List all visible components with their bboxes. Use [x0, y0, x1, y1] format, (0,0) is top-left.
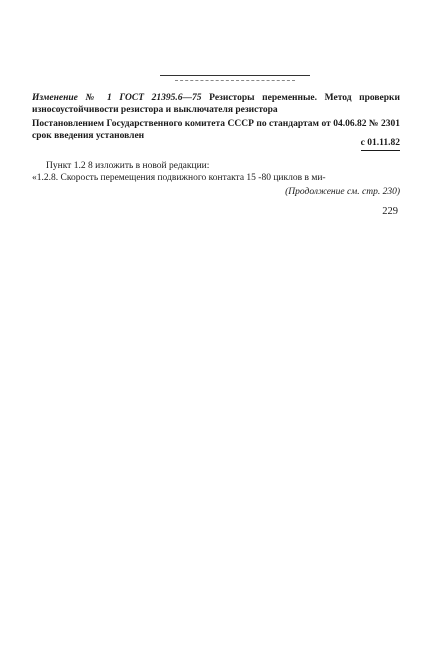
top-divider-secondary — [175, 80, 295, 81]
paragraph-clause: «1.2.8. Скорость перемещения подвижного контакта 15 -80 циклов в ми- — [32, 173, 326, 183]
paragraph-intro: Пункт 1.2 8 изложить в новой редакции: — [46, 161, 210, 171]
amendment-title-subject: Резисторы переменные. Метод проверки износоустойчивости резистора и выключателя резистора — [32, 93, 400, 115]
effective-date: с 01.11.82 — [361, 137, 400, 151]
resolution-statement: Постановлением Государственного комитета СССР по стандартам от 04.06.82 № 2301 срок введения установлен — [32, 119, 400, 141]
continuation-note: (Продолжение см. стр. 230) — [285, 187, 400, 197]
amendment-title — [32, 92, 400, 116]
top-divider — [160, 75, 310, 76]
amendment-title-standard: Изменение № 1 ГОСТ 21395.6—75 — [32, 93, 202, 103]
page-number: 229 — [382, 206, 398, 217]
